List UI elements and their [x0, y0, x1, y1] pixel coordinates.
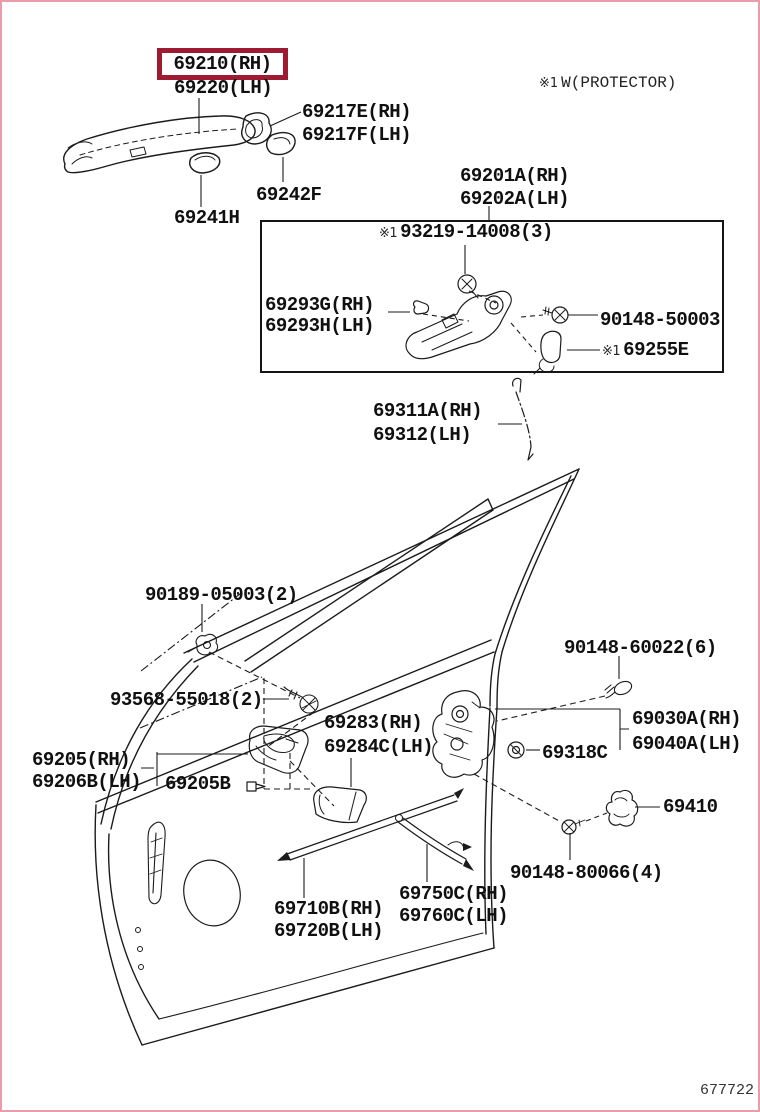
highlighted-part-69210[interactable]	[157, 48, 288, 80]
ref-marker-protector: ※1	[539, 76, 559, 91]
ref-marker-93219: ※1	[379, 226, 398, 241]
part-label-69312[interactable]: 69312(LH)	[373, 424, 472, 446]
part-label-69410[interactable]: 69410	[663, 796, 718, 818]
part-label-69283[interactable]: 69283(RH)	[324, 712, 423, 734]
part-label-90189-05003[interactable]: 90189-05003(2)	[145, 584, 298, 606]
pocket-drawing	[314, 787, 367, 823]
part-label-69242f[interactable]: 69242F	[256, 184, 322, 206]
lock-assembly-drawing	[433, 691, 494, 778]
outer-handle-drawing	[64, 113, 295, 173]
part-label-69205[interactable]: 69205(RH)	[32, 749, 131, 771]
clip-90189-drawing	[188, 634, 218, 654]
protector-note	[539, 74, 676, 92]
diagram-art	[2, 2, 760, 1112]
part-label-93568-55018[interactable]: 93568-55018(2)	[110, 689, 263, 711]
part-label-69206b[interactable]: 69206B(LH)	[32, 771, 142, 793]
part-label-90148-80066[interactable]: 90148-80066(4)	[510, 862, 663, 884]
part-label-69710b[interactable]: 69710B(RH)	[274, 898, 384, 920]
part-label-69030a[interactable]: 69030A(RH)	[632, 708, 742, 730]
cables-drawing	[277, 788, 474, 871]
part-label-90148-50003[interactable]: 90148-50003	[600, 309, 720, 331]
part-label-69293h[interactable]: 69293H(LH)	[265, 315, 375, 337]
inner-handle-drawing	[247, 726, 308, 791]
part-label-69220[interactable]: 69220(LH)	[174, 77, 273, 99]
part-label-69293g[interactable]: 69293G(RH)	[265, 294, 375, 316]
screw-93568-drawing	[284, 687, 318, 713]
part-label-69255e[interactable]: ※1 69255E	[602, 339, 689, 361]
striker-drawing	[562, 790, 638, 834]
part-label-69210: 69210(RH)	[173, 52, 272, 75]
part-label-69760c[interactable]: 69760C(LH)	[399, 905, 509, 927]
ref-marker-69255e: ※1	[602, 344, 621, 359]
screw-60022-drawing	[605, 679, 634, 698]
part-label-69311a[interactable]: 69311A(RH)	[373, 400, 483, 422]
part-label-69202a[interactable]: 69202A(LH)	[460, 188, 570, 210]
protector-note-text: W(PROTECTOR)	[561, 74, 677, 92]
document-number: 677722	[700, 1082, 755, 1099]
part-label-69318c[interactable]: 69318C	[542, 742, 608, 764]
part-label-69040a[interactable]: 69040A(LH)	[632, 733, 742, 755]
part-label-90148-60022[interactable]: 90148-60022(6)	[564, 637, 717, 659]
grommet-drawing	[508, 742, 524, 758]
part-label-69217e[interactable]: 69217E(RH)	[302, 101, 412, 123]
part-label-69201a[interactable]: 69201A(RH)	[460, 165, 570, 187]
part-label-69217f[interactable]: 69217F(LH)	[302, 124, 412, 146]
part-label-93219[interactable]: ※1 93219-14008(3)	[379, 221, 553, 243]
part-label-69205b[interactable]: 69205B	[165, 773, 231, 795]
part-label-69720b[interactable]: 69720B(LH)	[274, 920, 384, 942]
part-label-69241h[interactable]: 69241H	[174, 207, 240, 229]
link-rod-drawing	[513, 378, 533, 460]
part-label-69284c[interactable]: 69284C(LH)	[324, 736, 434, 758]
part-label-69750c[interactable]: 69750C(RH)	[399, 883, 509, 905]
